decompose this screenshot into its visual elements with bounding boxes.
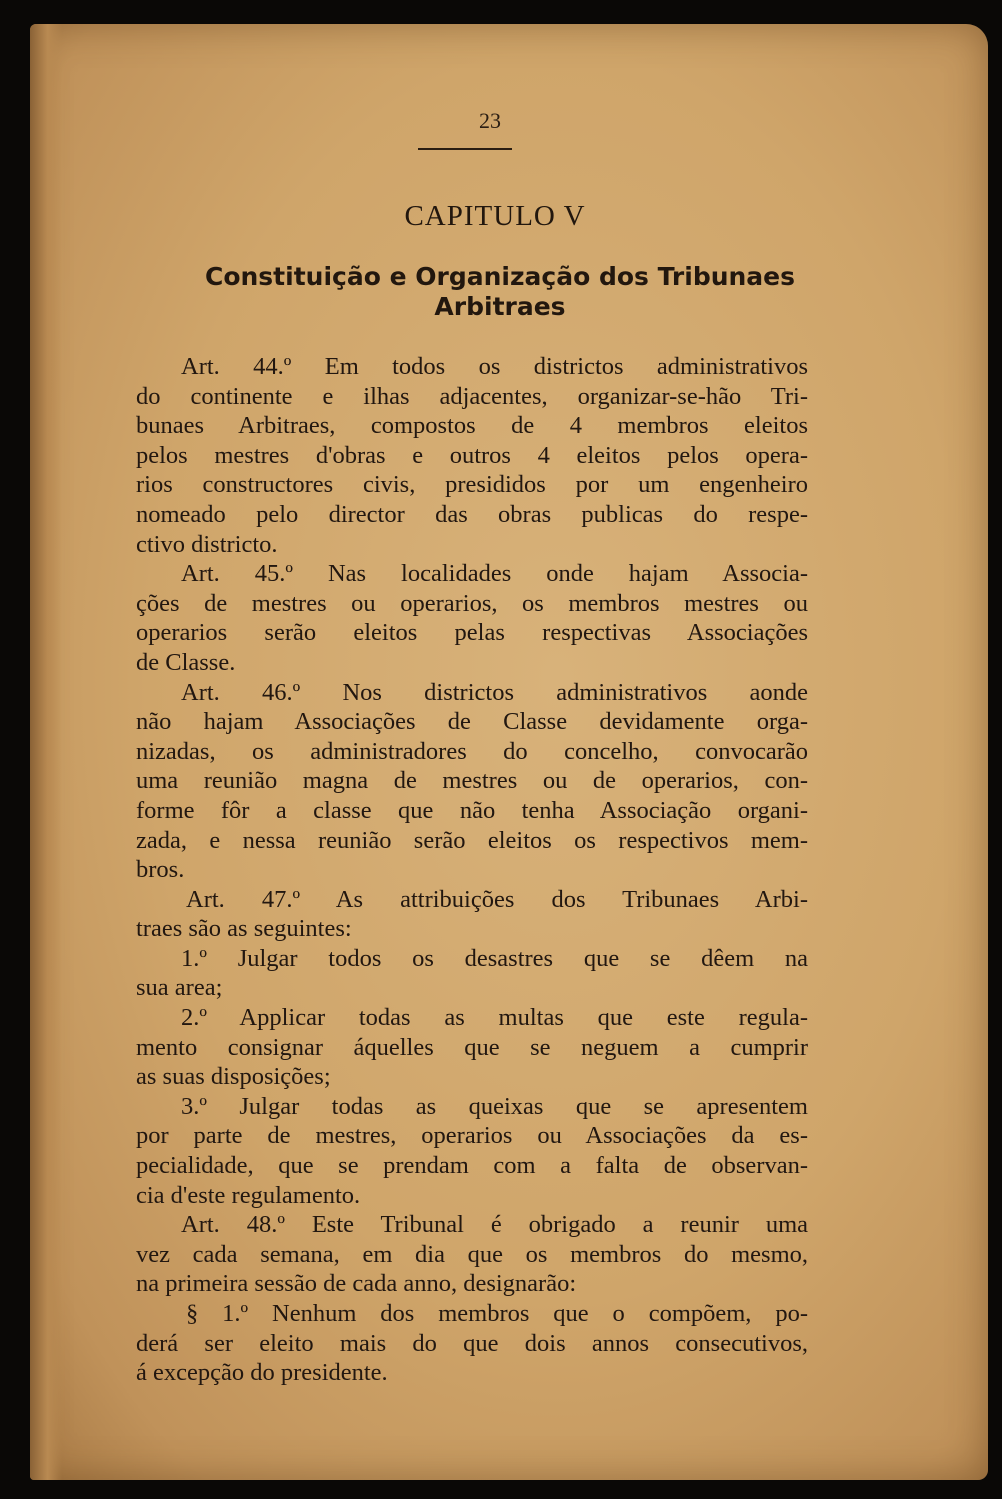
text-line: zada, e nessa reunião serão eleitos os respectivos mem-	[136, 826, 808, 854]
text-line: as suas disposições;	[136, 1063, 331, 1091]
text-line: ctivo districto.	[136, 530, 278, 558]
text-line: do continente e ilhas adjacentes, organizar-se-hão Tri-	[136, 382, 808, 410]
text-line: na primeira sessão de cada anno, designarão:	[136, 1270, 577, 1298]
text-line: forme fôr a classe que não tenha Associação organi-	[136, 796, 808, 824]
text-line: sua area;	[136, 974, 223, 1002]
text-line: Art. 45.º Nas localidades onde hajam Associa-	[181, 560, 808, 588]
text-line: nizadas, os administradores do concelho, convocarão	[136, 737, 808, 765]
page-number-rule	[418, 148, 512, 150]
text-line: pecialidade, que se prendam com a falta de observan-	[136, 1152, 808, 1180]
text-line: vez cada semana, em dia que os membros do mesmo,	[136, 1240, 808, 1268]
text-line: derá ser eleito mais do que dois annos consecutivos,	[136, 1329, 808, 1357]
section-heading-line-1: Constituição e Organização dos Tribunaes	[204, 262, 796, 291]
text-line: 3.º Julgar todas as queixas que se apresentem	[181, 1092, 808, 1120]
text-line: Art. 44.º Em todos os districtos administrativos	[181, 353, 808, 380]
text-line: por parte de mestres, operarios ou Associações da es-	[136, 1122, 808, 1150]
text-line: á excepção do presidente.	[136, 1359, 388, 1387]
text-line: de Classe.	[136, 648, 236, 676]
section-heading-line-2: Arbitraes	[434, 292, 566, 321]
text-line: uma reunião magna de mestres ou de operarios, con-	[136, 767, 808, 795]
book-page	[30, 24, 988, 1480]
page-number: 23	[479, 108, 501, 133]
text-line: 1.º Julgar todos os desastres que se dêem na	[181, 944, 808, 972]
text-line: traes são as seguintes:	[136, 915, 352, 943]
text-line: pelos mestres d'obras e outros 4 eleitos pelos opera-	[136, 441, 808, 469]
chapter-title: CAPITULO V	[404, 200, 586, 232]
body-text	[136, 352, 808, 1388]
page-gutter-shadow	[30, 24, 62, 1480]
text-line: cia d'este regulamento.	[136, 1181, 361, 1209]
text-line: Art. 46.º Nos districtos administrativos aonde	[181, 678, 808, 706]
text-line: nomeado pelo director das obras publicas do respe-	[136, 500, 808, 528]
text-line: rios constructores civis, presididos por um engenheiro	[136, 471, 808, 499]
text-line: operarios serão eleitos pelas respectivas Associações	[136, 619, 808, 647]
text-line: não hajam Associações de Classe devidamente orga-	[136, 708, 808, 736]
text-line: 2.º Applicar todas as multas que este regula-	[181, 1004, 808, 1032]
text-line: ções de mestres ou operarios, os membros mestres ou	[136, 589, 808, 617]
text-line: bros.	[136, 856, 185, 884]
text-line: Art. 48.º Este Tribunal é obrigado a reunir uma	[181, 1211, 808, 1239]
section-heading	[120, 262, 880, 322]
text-line: Art. 47.º As attribuições dos Tribunaes Arbi-	[186, 885, 808, 913]
text-line: mento consignar áquelles que se neguem a cumprir	[136, 1033, 808, 1061]
text-line: § 1.º Nenhum dos membros que o compõem, po-	[186, 1300, 808, 1327]
text-line: bunaes Arbitraes, compostos de 4 membros eleitos	[136, 412, 808, 440]
